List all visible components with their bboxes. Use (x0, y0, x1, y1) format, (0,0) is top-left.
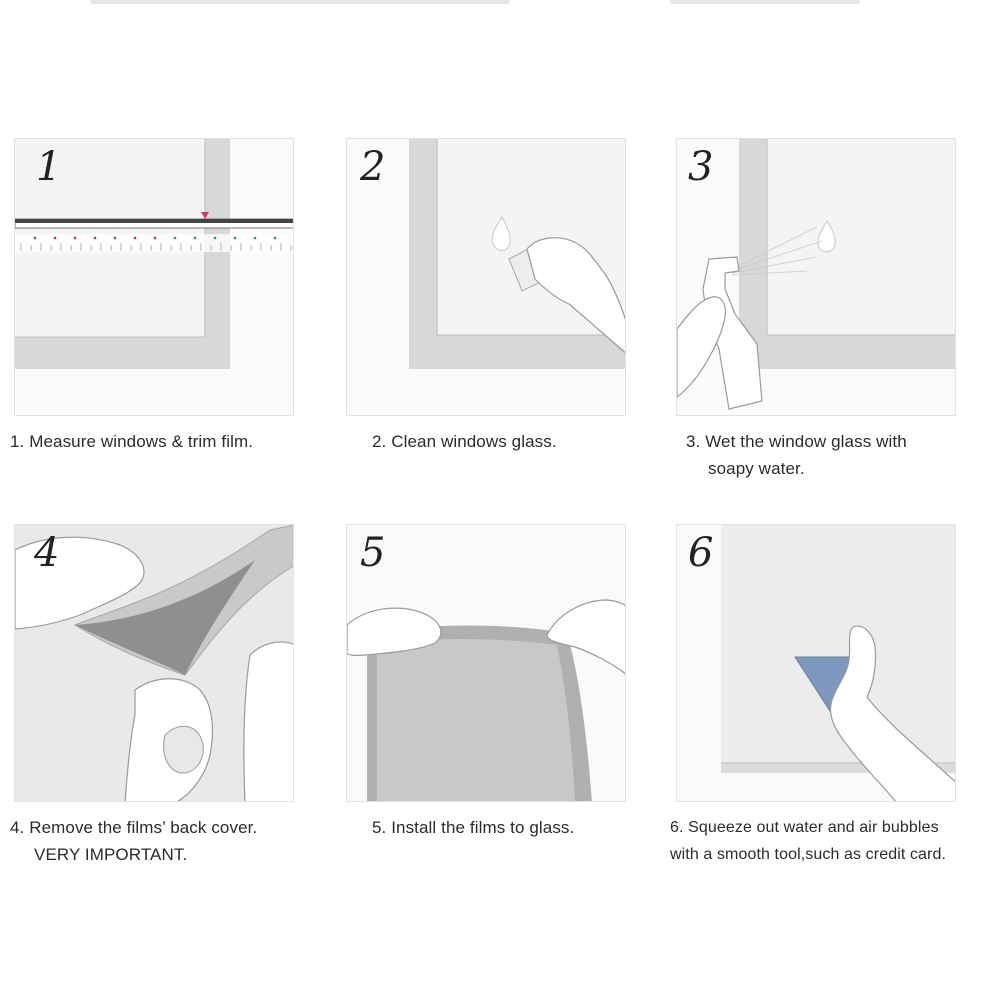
finger-loop (164, 726, 204, 773)
step-5-caption: 5. Install the films to glass. (372, 818, 575, 837)
step-5-panel (346, 524, 626, 802)
step-6-caption: 6. Squeeze out water and air bubbles with a smooth tool,such as credit card. (670, 819, 947, 863)
window-glass (767, 139, 956, 335)
step-6-panel (676, 524, 956, 802)
step-2-number: 2 (360, 144, 386, 190)
step-5-number: 5 (360, 530, 386, 576)
step-3-number: 3 (688, 144, 714, 190)
step-2-caption: 2. Clean windows glass. (372, 432, 557, 451)
cropped-heading-fragment (60, 0, 860, 8)
step-1-caption: 1. Measure windows & trim film. (10, 432, 254, 451)
step-3-caption: 3. Wet the window glass with soapy water. (686, 432, 907, 478)
step-4-number: 4 (34, 530, 60, 576)
hand-icon-far-right (244, 642, 294, 802)
step-2-panel (346, 138, 626, 416)
step-5-illustration (347, 525, 626, 802)
step-2-illustration (347, 139, 626, 416)
step-6-number: 6 (688, 530, 714, 576)
step-1-number: 1 (36, 144, 62, 190)
step-4-caption: 4. Remove the films’ back cover. VERY IMPORTANT. (10, 818, 258, 864)
step-6-illustration (677, 525, 956, 802)
step-3-panel (676, 138, 956, 416)
step-3-illustration (677, 139, 956, 416)
